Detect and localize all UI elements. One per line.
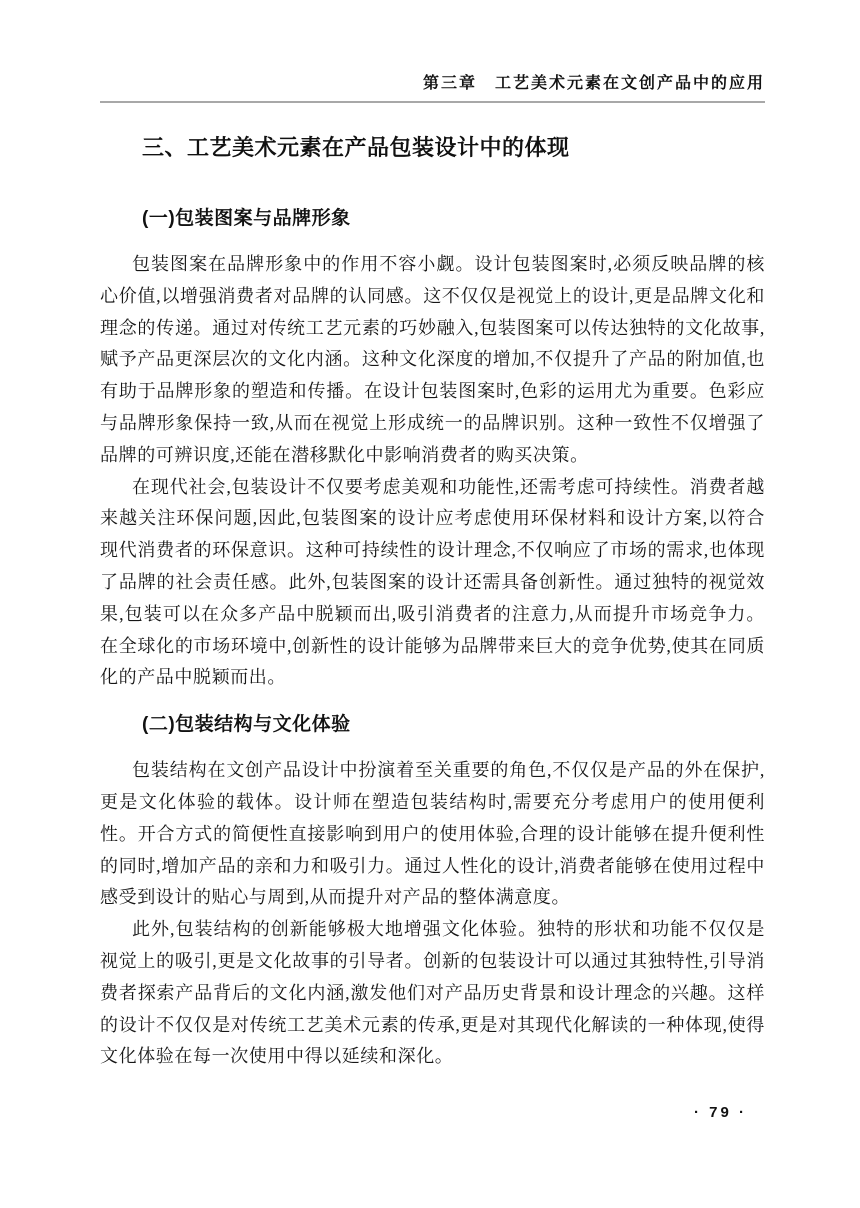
paragraph: 包装结构在文创产品设计中扮演着至关重要的角色,不仅仅是产品的外在保护,更是文化体验的载体。设计师在塑造包装结构时,需要充分考虑用户的使用便利性。开合方式的简便性直接影响到用户的使用体验,合理的设计能够在提升便利性的同时,增加产品的亲和力和吸引力。通过人性化的设计,消费者能够在使用过程中感受到设计的贴心与周到,从而提升对产品的整体满意度。 (100, 760, 765, 908)
paragraph: 包装图案在品牌形象中的作用不容小觑。设计包装图案时,必须反映品牌的核心价值,以增强消费者对品牌的认同感。这不仅仅是视觉上的设计,更是品牌文化和理念的传递。通过对传统工艺元素的巧妙融入,包装图案可以传达独特的文化故事,赋予产品更深层次的文化内涵。这种文化深度的增加,不仅提升了产品的附加值,也有助于品牌形象的塑造和传播。在设计包装图案时,色彩的运用尤为重要。色彩应与品牌形象保持一致,从而在视觉上形成统一的品牌识别。这种一致性不仅增强了品牌的可辨识度,还能在潜移默化中影响消费者的购买决策。 (100, 254, 765, 465)
section-packaging-pattern (100, 207, 765, 694)
section-heading-2: (二)包装结构与文化体验 (142, 714, 351, 736)
running-header: 第三章 工艺美术元素在文创产品中的应用 (422, 75, 765, 92)
paragraph: 在现代社会,包装设计不仅要考虑美观和功能性,还需考虑可持续性。消费者越来越关注环保问题,因此,包装图案的设计应考虑使用环保材料和设计方案,以符合现代消费者的环保意识。这种可持续性的设计理念,不仅响应了市场的需求,也体现了品牌的社会责任感。此外,包装图案的设计还需具备创新性。通过独特的视觉效果,包装可以在众多产品中脱颖而出,吸引消费者的注意力,从而提升市场竞争力。在全球化的市场环境中,创新性的设计能够为品牌带来巨大的竞争优势,使其在同质化的产品中脱颖而出。 (100, 476, 765, 688)
page-title: 三、工艺美术元素在产品包装设计中的体现 (142, 135, 570, 160)
page-number: · 79 · (693, 1104, 747, 1121)
header-rule (100, 101, 765, 103)
section-packaging-structure (100, 713, 765, 1073)
section-heading-1: (一)包装图案与品牌形象 (142, 208, 351, 229)
paragraph: 此外,包装结构的创新能够极大地增强文化体验。独特的形状和功能不仅仅是视觉上的吸引,更是文化故事的引导者。创新的包装设计可以通过其独特性,引导消费者探索产品背后的文化内涵,激发他们对产品历史背景和设计理念的兴趣。这样的设计不仅仅是对传统工艺美术元素的传承,更是对其现代化解读的一种体现,使得文化体验在每一次使用中得以延续和深化。 (100, 919, 765, 1067)
page-body (100, 126, 765, 1073)
